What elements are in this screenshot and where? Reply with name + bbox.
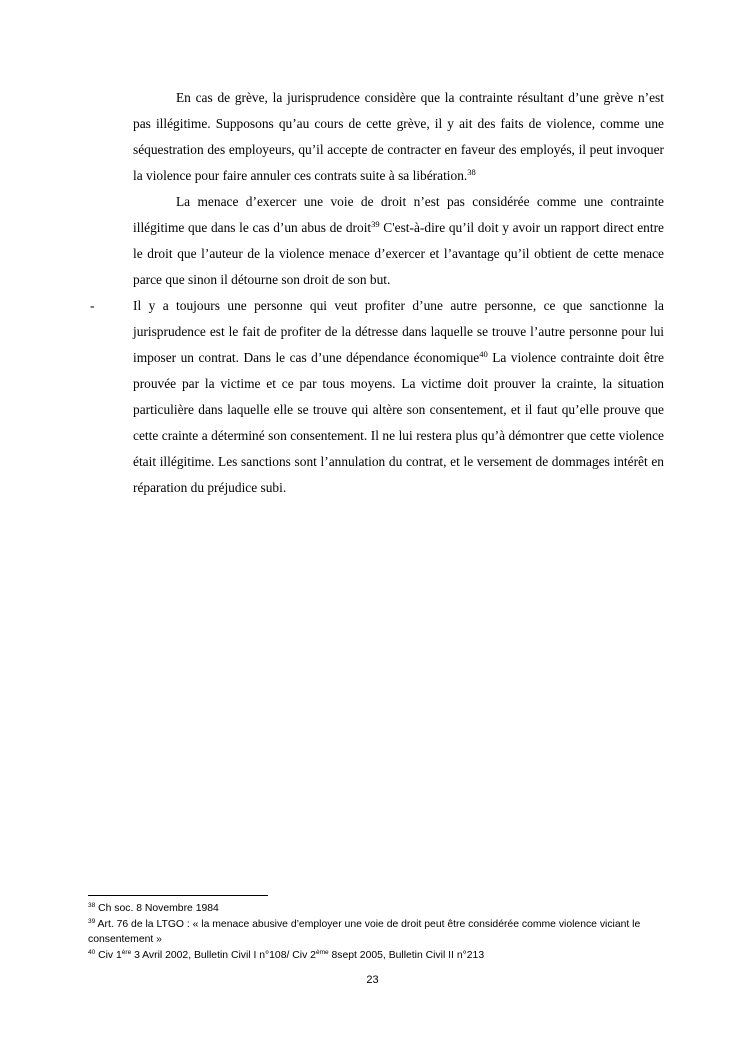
footnote-40-text-b: 3 Avril 2002, Bulletin Civil I n°108/ Civ 2 <box>131 949 316 961</box>
footnote-40-text-a: Civ 1 <box>95 949 122 961</box>
paragraph-strike <box>133 85 664 189</box>
footnote-40-sup-a: ère <box>121 948 132 956</box>
footnote-39-number: 39 <box>88 917 96 925</box>
footnote-39-text: Art. 76 de la LTGO : « la menace abusive d’employer une voie de droit peut être considérée comme violence viciant le consentement » <box>88 918 641 945</box>
footnote-40 <box>88 948 668 964</box>
page-number: 23 <box>366 974 379 986</box>
paragraph-distress-text-b: La violence contrainte doit être prouvée par la victime et ce par tous moyens. La victime doit prouver la crainte, la situation particulière dans laquelle elle se trouve qui altère son consentement, et il faut qu’elle prouve que cette crainte a déterminé son consentement. Il ne lui restera plus qu’à démontrer que cette violence était illégitime. Les sanctions sont l’annulation du contrat, et le versement de dommages intérêt en réparation du préjudice subi. <box>133 350 664 495</box>
footnote-40-number: 40 <box>88 948 96 956</box>
bullet-dash: - <box>90 298 95 313</box>
footnote-separator <box>88 895 268 896</box>
paragraph-strike-text: En cas de grève, la jurisprudence considère que la contrainte résultant d’une grève n’est pas illégitime. Supposons qu’au cours de cette grève, il y ait des faits de violence, comme une séquestration des employeurs, qu’il accepte de contracter en faveur des employés, il peut invoquer la violence pour faire annuler ces contrats suite à sa libération. <box>133 90 664 183</box>
bullet-item-distress <box>90 293 664 501</box>
main-text <box>90 85 664 501</box>
footnote-38-text: Ch soc. 8 Novembre 1984 <box>95 903 219 914</box>
paragraph-legal-threat-text-b: C'est-à-dire qu’il doit y avoir un rapport direct entre le droit que l’auteur de la violence menace d’exercer et l’avantage qu’il obtient de cette menace parce que sinon il détourne son droit de son but. <box>133 220 664 287</box>
paragraph-distress-text-a: Il y a toujours une personne qui veut profiter d’une autre personne, ce que sanctionne la jurisprudence est le fait de profiter de la détresse dans laquelle se trouve l’autre personne pour lui imposer un contrat. Dans le cas d’une dépendance économique <box>133 298 664 365</box>
footnote-ref-39[interactable]: 39 <box>371 219 380 229</box>
footnote-39 <box>88 917 668 948</box>
paragraph-legal-threat-text-a: La menace d’exercer une voie de droit n’est pas considérée comme une contrainte illégitime que dans le cas d’un abus de droit <box>133 194 664 235</box>
footnote-40-text-c: 8sept 2005, Bulletin Civil II n°213 <box>328 949 485 961</box>
paragraph-distress <box>133 293 664 501</box>
footnote-40-sup-b: ème <box>315 948 329 956</box>
footnote-ref-40[interactable]: 40 <box>479 349 488 359</box>
footnote-ref-38[interactable]: 38 <box>467 167 476 177</box>
footnotes <box>88 901 668 963</box>
paragraph-legal-threat <box>133 189 664 293</box>
footnote-38 <box>88 901 668 917</box>
footnote-38-number: 38 <box>88 902 96 909</box>
